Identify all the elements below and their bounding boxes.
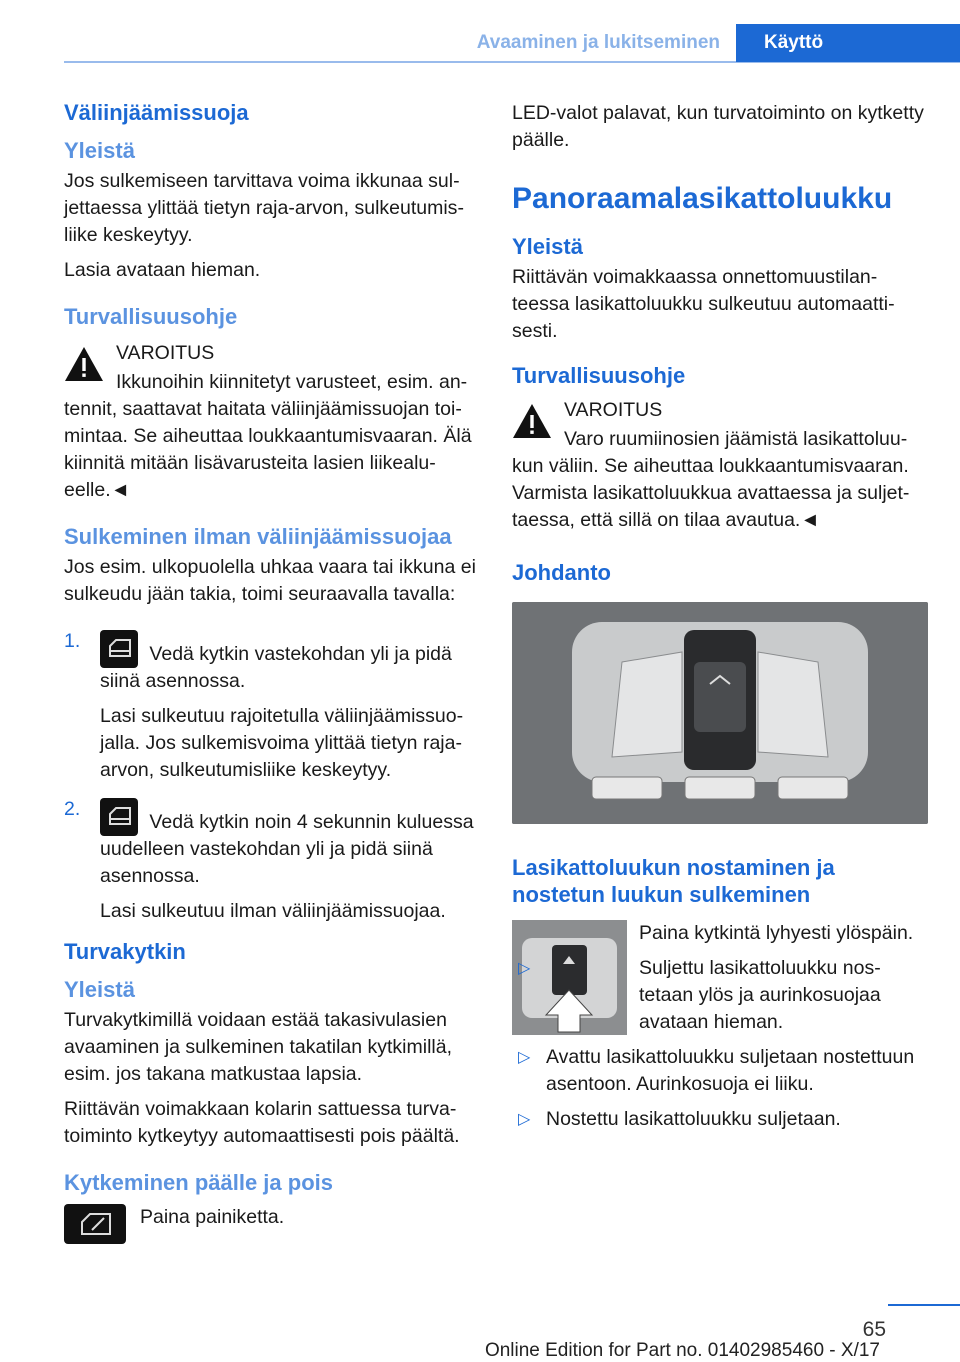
step-text: [100, 630, 480, 695]
paragraph-general: Riittävän voimakkaassa onnettomuustilanteessa lasikattoluukku sulkeutuu automaattisesti.: [512, 266, 895, 342]
step-subtext: Lasi sulkeutuu rajoitetulla väliinjäämissuojalla. Jos sulkemisvoima ylittää tietyn raja-arvon, sulkeutumisliike keskeytyy.: [100, 705, 464, 781]
page-number: 65: [862, 1318, 886, 1341]
heading-general: Yleistä: [64, 138, 135, 163]
heading-intro: Johdanto: [512, 560, 611, 585]
edition-note: Online Edition for Part no. 01402985460 - X/17: [484, 1340, 880, 1361]
heading-closing: Sulkeminen ilman väliinjäämissuojaa: [64, 524, 452, 549]
paragraph-led: LED-valot palavat, kun turvatoiminto on kytketty päälle.: [512, 102, 924, 151]
bullet-list: [512, 1106, 928, 1133]
heading-raise: Lasikattoluukun nostaminen ja nostetun luukun sulkeminen: [512, 855, 835, 907]
warning-title: VAROITUS: [564, 399, 663, 421]
roof-console-photo: [512, 602, 928, 824]
heading-safety: Turvallisuusohje: [512, 363, 686, 388]
bullet-item: [512, 955, 928, 1036]
heading-general: Yleistä: [512, 234, 583, 259]
paragraph-general: Jos sulkemiseen tarvittava voima ikkunaa suljettaessa ylittää tietyn raja-arvon, sulkeutumisliike keskeytyy.: [64, 170, 464, 246]
child-lock-button-icon: [64, 1204, 126, 1244]
bullet-list-nested: [512, 955, 928, 1098]
warning-block: [512, 397, 928, 424]
warning-triangle-icon: [512, 403, 552, 439]
bullet-marker-icon: ▷: [518, 1111, 531, 1128]
step-subtext: Lasi sulkeutuu ilman väliinjäämissuojaa.: [100, 900, 446, 922]
left-column: [64, 100, 480, 1239]
bullet-marker-icon: ▷: [518, 1049, 531, 1066]
right-column: [512, 100, 928, 1141]
bullet-text: Nostettu lasikattoluukku suljetaan.: [546, 1108, 841, 1130]
paragraph-on-off: Paina painiketta.: [140, 1206, 285, 1228]
paragraph-closing: Jos esim. ulkopuolella uhkaa vaara tai ikkuna ei sulkeudu jään takia, toimi seuraavalla tavalla:: [64, 556, 476, 605]
footer-rule: [888, 1304, 960, 1306]
step-item: [64, 630, 480, 784]
bullet-item: [512, 1106, 928, 1133]
page-header: [0, 24, 960, 62]
step-text: [100, 798, 480, 890]
heading-safety: Turvallisuusohje: [64, 304, 238, 329]
step-text-label: Vedä kytkin vastekohdan yli ja pidä siinä asennossa.: [100, 643, 452, 692]
paragraph-lifted: Lasia avataan hieman.: [64, 259, 261, 281]
on-off-row: [64, 1204, 480, 1231]
raise-section: [512, 920, 928, 1106]
paragraph-child-lock-2: Riittävän voimakkaan kolarin sattuessa turvatoiminto kytkeytyy automaattisesti pois päältä.: [64, 1098, 460, 1147]
step-number: 2.: [64, 798, 81, 820]
heading-child-lock: Turvakytkin: [64, 939, 186, 964]
step-number: 1.: [64, 630, 81, 652]
bullet-text: Suljettu lasikattoluukku nostetaan ylös ja aurinkosuojaa avataan hieman.: [639, 957, 881, 1033]
heading-general-2: Yleistä: [64, 977, 135, 1002]
step-item: [64, 798, 480, 925]
bullet-marker-icon: ▷: [518, 960, 531, 977]
warning-text: Ikkunoihin kiinnitetyt varusteet, esim. antennit, saattavat haitata väliinjäämissuojan toimintaa. Se aiheuttaa loukkaantumisvaaran. Älä kiinnitä mitään lisävarusteita lasien liikealueelle.◄: [64, 371, 472, 501]
header-section: Avaaminen ja lukitseminen: [476, 32, 720, 53]
bullet-item: [512, 1044, 928, 1098]
window-switch-icon: [100, 798, 138, 836]
warning-block: [64, 340, 480, 367]
step-text-label: Vedä kytkin noin 4 sekunnin kuluessa uudelleen vastekohdan yli ja pidä siinä asennossa.: [100, 811, 474, 887]
heading-panorama-roof: Panoraamalasikattoluukku: [512, 182, 893, 215]
window-switch-icon: [100, 630, 138, 668]
heading-pinch-protection: Väliinjäämissuoja: [64, 100, 249, 125]
heading-on-off: Kytkeminen päälle ja pois: [64, 1170, 333, 1195]
warning-triangle-icon: [64, 346, 104, 382]
warning-title: VAROITUS: [116, 342, 215, 364]
warning-text: Varo ruumiinosien jäämistä lasikattoluukun väliin. Se aiheuttaa loukkaantumisvaaran. Varmista lasikattoluukkua avattaessa ja suljettaessa, että sillä on tilaa avautua.◄: [512, 428, 910, 531]
paragraph-child-lock-1: Turvakytkimillä voidaan estää takasivulasien avaaminen ja sulkeminen takatilan kytkimillä, esim. jos takana matkustaa lapsia.: [64, 1009, 453, 1085]
header-tab: Käyttö: [736, 24, 960, 62]
bullet-text: Avattu lasikattoluukku suljetaan nostettuun asentoon. Aurinkosuoja ei liiku.: [546, 1046, 915, 1095]
step-list: [64, 630, 480, 925]
paragraph-raise: Paina kytkintä lyhyesti ylöspäin.: [639, 922, 914, 944]
